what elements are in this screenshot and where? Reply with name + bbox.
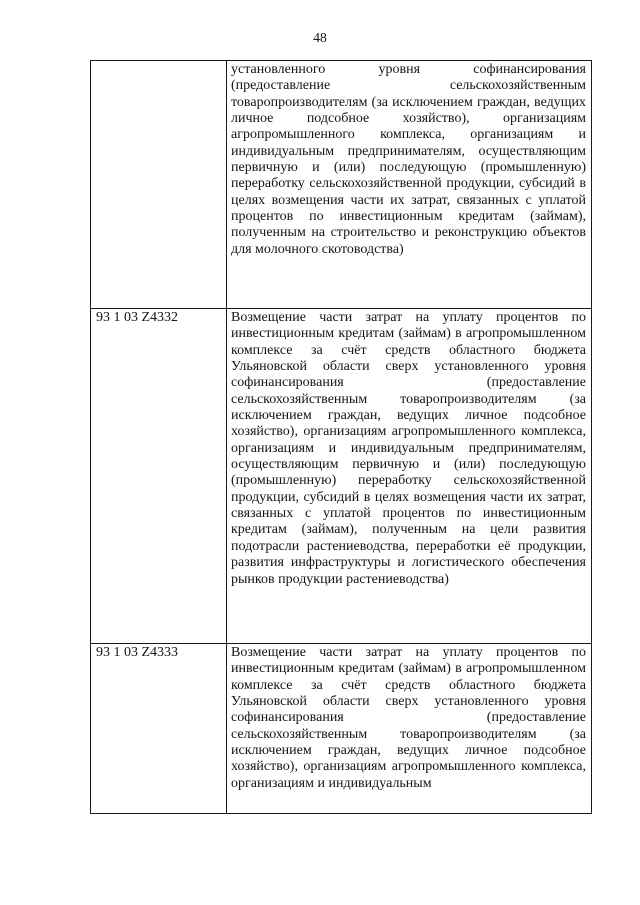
description-text: Возмещение части затрат на уплату процентов по инвестиционным кредитам (займам) в агропромышленном комплексе за счёт средств областного бюджета Ульяновской области сверх установленного уровня софинансирования (предоставление сельскохозяйственным товаропроизводителям (за исключением граждан, ведущих личное подсобное хозяйство), организациям агропромышленного комплекса, организациям и индивидуальным предпринимателям, осуществляющим первичную и (или) последующую (промышленную) переработку сельскохозяйственной продукции, субсидий в целях возмещения части их затрат, связанных с уплатой процентов по инвестиционным кредитам (займам), полученным на цели развития подотрасли растениеводства, переработки её продукции, развития инфраструктуры и логистического обеспечения рынков продукции растениеводства) [231, 310, 586, 587]
description-text: Возмещение части затрат на уплату процентов по инвестиционным кредитам (займам) в агропромышленном комплексе за счёт средств областного бюджета Ульяновской области сверх установленного уровня софинансирования (предоставление сельскохозяйственным товаропроизводителям (за исключением граждан, ведущих личное подсобное хозяйство), организациям агропромышленного комплекса, организациям и индивидуальным [231, 645, 586, 791]
table-row [91, 61, 592, 309]
code-cell: 93 1 03 Z4332 [91, 309, 227, 644]
code-cell [91, 61, 227, 309]
description-cell [227, 644, 592, 814]
description-cell [227, 309, 592, 644]
budget-classification-table [90, 60, 592, 814]
table-row [91, 644, 592, 814]
description-cell [227, 61, 592, 309]
table-row [91, 309, 592, 644]
page-number: 48 [313, 30, 327, 45]
code-cell: 93 1 03 Z4333 [91, 644, 227, 814]
description-text: установленного уровня софинансирования (предоставление сельскохозяйственным товаропроизводителям (за исключением граждан, ведущих личное подсобное хозяйство), организациям агропромышленного комплекса, организациям и индивидуальным предпринимателям, осуществляющим первичную и (или) последующую (промышленную) переработку сельскохозяйственной продукции, субсидий в целях возмещения части их затрат, связанных с уплатой процентов по инвестиционным кредитам (займам), полученным на строительство и реконструкцию объектов для молочного скотоводства) [231, 62, 586, 257]
